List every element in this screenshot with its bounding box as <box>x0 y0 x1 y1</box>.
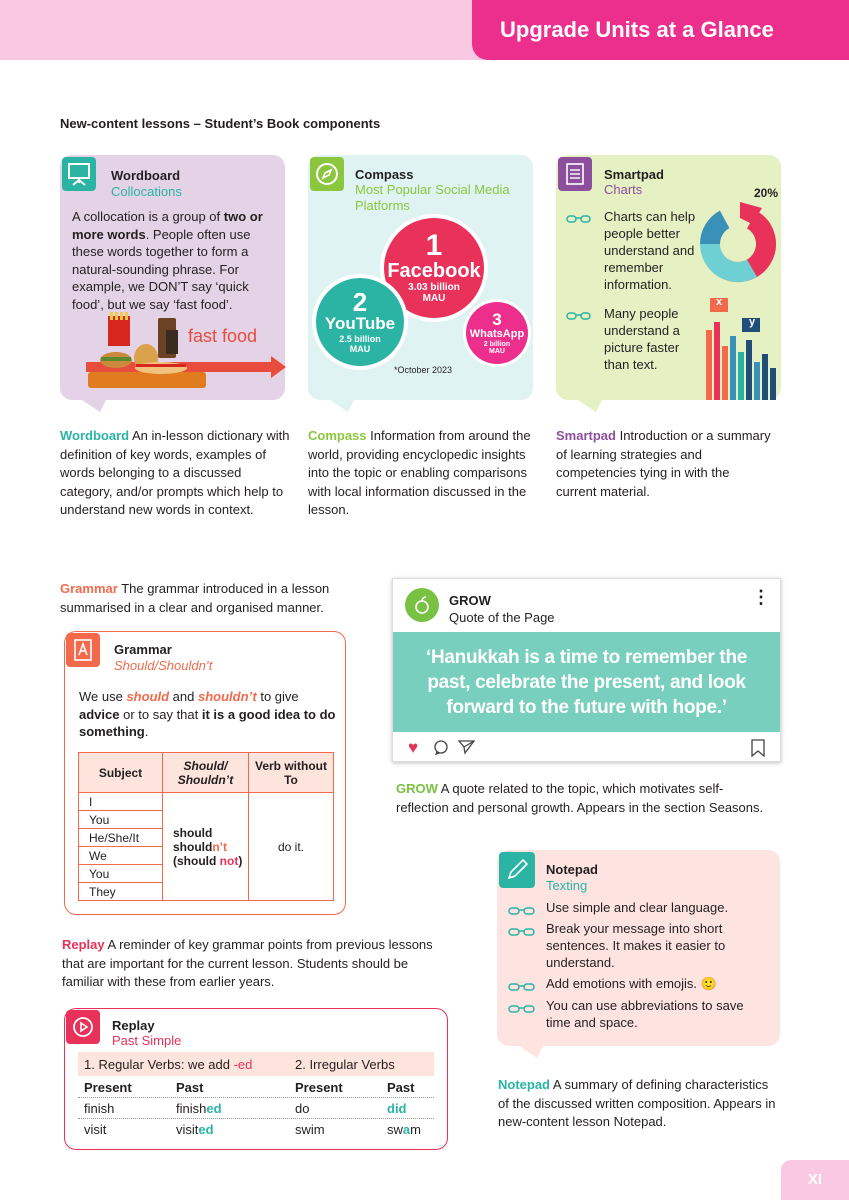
grammar-col-subject: Subject <box>79 753 163 793</box>
page-title: Upgrade Units at a Glance <box>472 0 849 60</box>
grammar-col-should: Should/ Shouldn’t <box>163 753 249 793</box>
whatsapp-bubble: 3 WhatsApp 2 billion MAU <box>466 302 528 364</box>
replay-title: Replay <box>112 1018 155 1033</box>
grammar-subject: I <box>79 793 163 811</box>
glasses-icon <box>508 979 534 989</box>
smartpad-subtitle: Charts <box>604 182 643 197</box>
glasses-icon <box>508 903 534 913</box>
grow-subtitle: Quote of the Page <box>449 610 555 625</box>
grow-logo-icon <box>405 588 439 622</box>
smartpad-title: Smartpad <box>604 167 664 182</box>
share-icon[interactable] <box>458 739 475 760</box>
notepad-bullet: Use simple and clear language. <box>508 899 776 916</box>
replay-icon <box>66 1010 100 1044</box>
smartpad-bullet-2: Many people understand a picture faster than text. <box>566 305 706 373</box>
axis-y-label: y <box>749 316 756 328</box>
replay-divider <box>78 1097 434 1098</box>
replay-col2-header: 2. Irregular Verbs <box>295 1057 395 1072</box>
wordboard-title: Wordboard <box>111 168 181 183</box>
replay-subtitle: Past Simple <box>112 1033 182 1048</box>
grammar-subject: He/She/It <box>79 829 163 847</box>
smartpad-icon <box>558 157 592 191</box>
comment-icon[interactable] <box>433 739 449 760</box>
facebook-bubble: 1 Facebook 3.03 billion MAU <box>384 218 484 318</box>
percent-label: 20% <box>754 186 779 200</box>
compass-title: Compass <box>355 167 414 182</box>
glasses-icon <box>566 308 592 318</box>
section-heading: New-content lessons – Student’s Book components <box>60 116 381 131</box>
axis-x-label: x <box>716 296 723 308</box>
replay-col1-header: 1. Regular Verbs: we add -ed <box>84 1057 253 1072</box>
notepad-bullet: Add emotions with emojis. 🙂 <box>508 975 776 992</box>
notepad-bullet: You can use abbreviations to save time and space. <box>508 997 776 1031</box>
donut-chart-graphic <box>700 198 778 284</box>
grow-description: GROW A quote related to the topic, which motivates self-reflection and personal growth. Appears in the section Seasons. <box>396 781 764 815</box>
compass-note: *October 2023 <box>394 365 453 375</box>
compass-description: Compass Information from around the world, providing encyclopedic insights into the topic or enabling comparisons with local information discussed in the lesson. <box>308 428 531 517</box>
notepad-subtitle: Texting <box>546 878 588 893</box>
wordboard-description: Wordboard An in-lesson dictionary with definition of key words, examples of words belonging to a discussed category, and/or prompts which help to understand new words in context. <box>60 428 290 517</box>
glasses-icon <box>566 211 592 221</box>
wordboard-body: A collocation is a group of two or more words. People often use these words together to form a natural-sounding phrase. For example, we DON’T say ‘quick food’, but we say ‘fast food’. <box>72 209 263 312</box>
smartpad-description: Smartpad Introduction or a summary of learning strategies and competencies tying in with the current material. <box>556 428 771 499</box>
glasses-icon <box>508 924 534 934</box>
wordboard-subtitle: Collocations <box>111 184 182 199</box>
grammar-body: We use should and shouldn’t to give advice or to say that it is a good idea to do something. <box>79 689 336 739</box>
grammar-col-verb: Verb without To <box>249 753 334 793</box>
more-options-icon[interactable]: ⋮ <box>752 587 770 607</box>
smartpad-bullet-1: Charts can help people better understand and remember information. <box>566 208 706 293</box>
compass-subtitle: Most Popular Social Media Platforms <box>355 182 510 213</box>
wordboard-icon <box>62 157 96 191</box>
grammar-subject: You <box>79 865 163 883</box>
grammar-intro: Grammar The grammar introduced in a lesson summarised in a clear and organised manner. <box>60 581 330 615</box>
grow-quote: ‘Hanukkah is a time to remember the past, celebrate the present, and look forward to the future with hope.’ <box>425 646 748 718</box>
grow-quote-box <box>393 632 780 732</box>
grammar-subject: You <box>79 811 163 829</box>
replay-divider <box>78 1118 434 1119</box>
compass-icon <box>310 157 344 191</box>
heart-icon[interactable]: ♥ <box>408 738 419 757</box>
notepad-bullet: Break your message into short sentences. It makes it easier to understand. <box>508 920 776 971</box>
grammar-icon <box>66 633 100 667</box>
glasses-icon <box>508 1001 534 1011</box>
fast-food-caption: fast food <box>188 326 258 346</box>
replay-intro: Replay A reminder of key grammar points from previous lessons that are important for the current lesson. Students should be familiar with these from earlier years. <box>62 937 433 989</box>
page-number: XI <box>781 1160 849 1200</box>
notepad-pen-icon <box>499 852 535 888</box>
grammar-subject: They <box>79 883 163 901</box>
grammar-subtitle: Should/Shouldn’t <box>114 658 213 673</box>
grammar-table <box>78 752 334 901</box>
grammar-should-cell: should shouldn’t (should not) <box>163 793 249 901</box>
grammar-subject: We <box>79 847 163 865</box>
bar-chart-graphic <box>704 296 780 400</box>
grow-title: GROW <box>449 593 491 608</box>
youtube-bubble: 2 YouTube 2.5 billion MAU <box>316 278 404 366</box>
notepad-description: Notepad A summary of defining characteristics of the discussed written composition. Appears in new-content lesson Notepad. <box>498 1077 776 1129</box>
grammar-title: Grammar <box>114 642 172 657</box>
grammar-verb-cell: do it. <box>249 793 334 901</box>
fast-food-illustration <box>86 312 286 392</box>
notepad-title: Notepad <box>546 862 598 877</box>
bookmark-icon[interactable] <box>750 739 766 762</box>
